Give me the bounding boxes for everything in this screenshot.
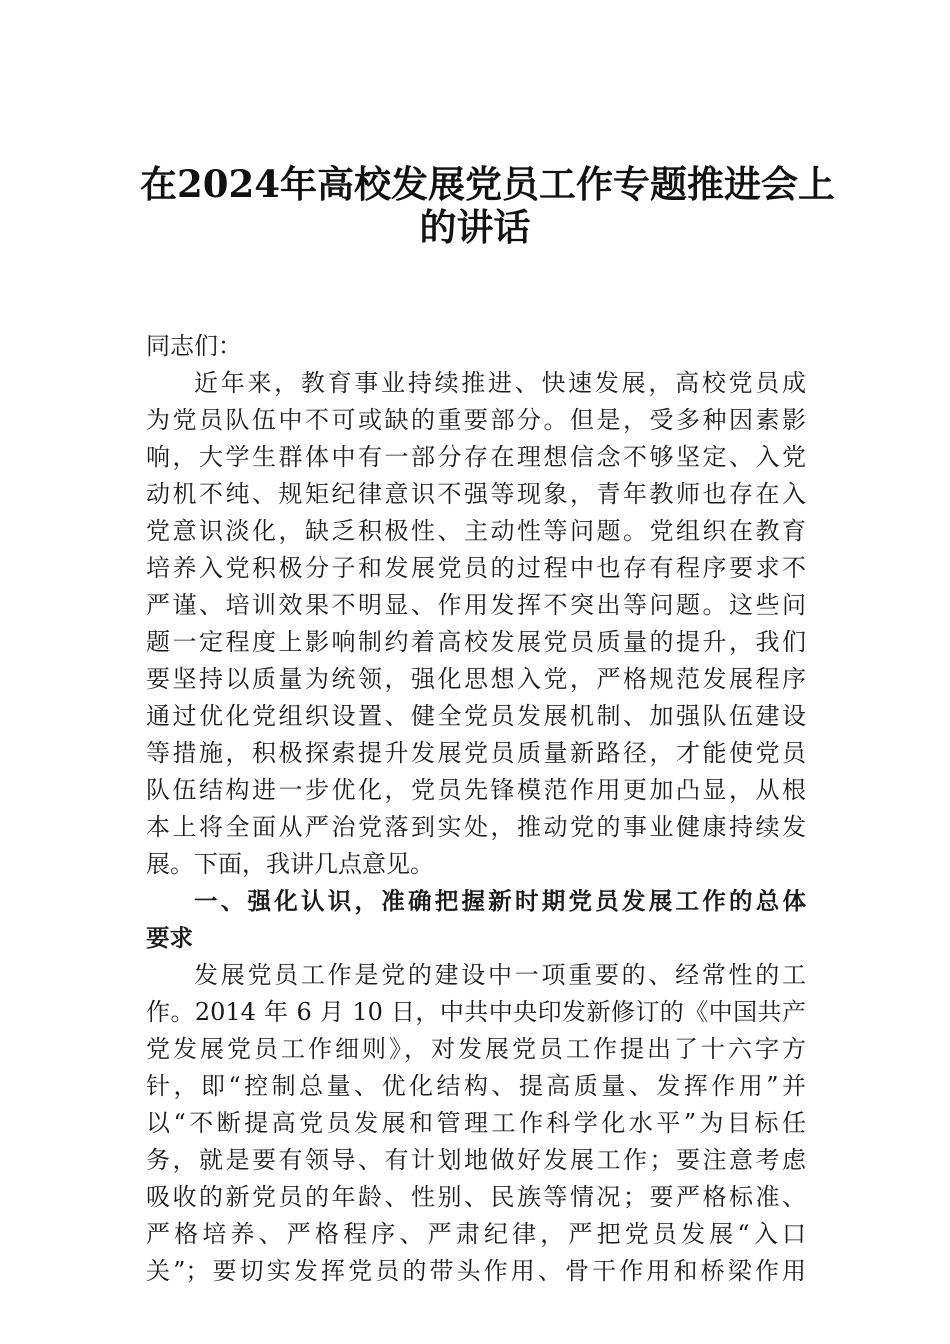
paragraph-line: 通过优化党组织设置、健全党员发展机制、加强队伍建设 [146, 702, 806, 730]
paragraph-line: 近年来，教育事业持续推进、快速发展，高校党员成 [194, 369, 806, 397]
paragraph-line: 要坚持以质量为统领，强化思想入党，严格规范发展程序 [146, 665, 806, 693]
section-heading-line: 一、强化认识，准确把握新时期党员发展工作的总体 [194, 887, 806, 915]
document-body [146, 328, 806, 1290]
paragraph-line: 严谨、培训效果不明显、作用发挥不突出等问题。这些问 [146, 591, 806, 619]
paragraph-line: 作。2014 年 6 月 10 日，中共中央印发新修订的《中国共产 [146, 998, 806, 1026]
paragraph-line: 培养入党积极分子和发展党员的过程中也存有程序要求不 [146, 554, 806, 582]
document-title-line-2: 的讲话 [419, 205, 531, 249]
paragraph-line: 发展党员工作是党的建设中一项重要的、经常性的工 [194, 961, 806, 989]
paragraph-line: 以“不断提高党员发展和管理工作科学化水平”为目标任 [146, 1109, 806, 1137]
paragraph-line: 严格培养、严格程序、严肃纪律，严把党员发展“入口 [146, 1220, 806, 1248]
paragraph-line: 党意识淡化，缺乏积极性、主动性等问题。党组织在教育 [146, 517, 806, 545]
paragraph-line: 吸收的新党员的年龄、性别、民族等情况；要严格标准、 [146, 1183, 806, 1211]
paragraph-line: 展。下面，我讲几点意见。 [146, 850, 434, 878]
paragraph-line: 关”；要切实发挥党员的带头作用、骨干作用和桥梁作用 [146, 1257, 806, 1285]
salutation: 同志们： [146, 332, 242, 360]
paragraph-line: 响，大学生群体中有一部分存在理想信念不够坚定、入党 [146, 443, 806, 471]
paragraph-line: 等措施，积极探索提升发展党员质量新路径，才能使党员 [146, 739, 806, 767]
paragraph-line: 针，即“控制总量、优化结构、提高质量、发挥作用”并 [146, 1072, 806, 1100]
paragraph-line: 队伍结构进一步优化，党员先锋模范作用更加凸显，从根 [146, 776, 806, 804]
paragraph-line: 题一定程度上影响制约着高校发展党员质量的提升，我们 [146, 628, 806, 656]
section-heading-line: 要求 [146, 924, 193, 952]
paragraph-line: 为党员队伍中不可或缺的重要部分。但是，受多种因素影 [146, 406, 806, 434]
document-title-line-1: 在2024年高校发展党员工作专题推进会上 [140, 162, 835, 206]
paragraph-line: 本上将全面从严治党落到实处，推动党的事业健康持续发 [146, 813, 806, 841]
paragraph-line: 动机不纯、规矩纪律意识不强等现象，青年教师也存在入 [146, 480, 806, 508]
paragraph-line: 党发展党员工作细则》，对发展党员工作提出了十六字方 [146, 1035, 806, 1063]
paragraph-line: 务，就是要有领导、有计划地做好发展工作；要注意考虑 [146, 1146, 806, 1174]
